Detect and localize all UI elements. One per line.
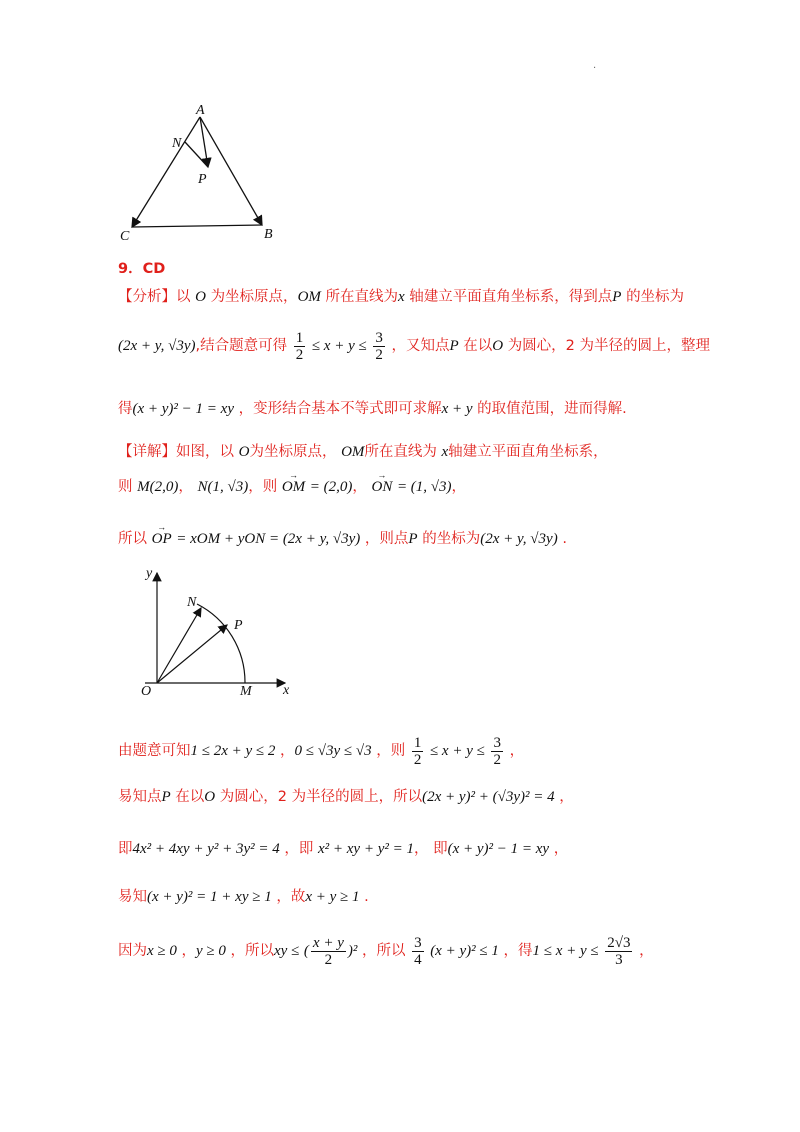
vector-op (157, 625, 227, 683)
label-m: M (240, 684, 252, 699)
axis-figure (135, 565, 305, 700)
detail-line-1: 【详解】如图，以 O为坐标原点， OM所在直线为 x轴建立平面直角坐标系， (118, 444, 608, 460)
label-n: N (172, 136, 182, 151)
analysis-line-2: (2x + y, √3y),结合题意可得 $\frac{1}{2}$ ≤ x + y ≤ $\frac{3}{2}$ ，又知点P 在以O 为圆心，2 为半径的圆上，整理 (118, 330, 711, 363)
step-3: 即4x² + 4xy + y² + 3y² = 4 ，即 x² + xy + y² = 1， 即(x + y)² − 1 = xy ， (118, 841, 569, 857)
label-y: y (146, 566, 153, 581)
label-c: C (120, 229, 130, 244)
label-p: P (234, 618, 243, 633)
edge-cb (132, 225, 262, 227)
label-a: A (196, 103, 205, 118)
step-2: 易知点P 在以O 为圆心，2 为半径的圆上，所以(2x + y)² + (√3y)² = 4 ， (118, 789, 574, 805)
label-o: O (141, 684, 152, 699)
vector-on (157, 608, 201, 683)
label-p: P (198, 172, 207, 187)
analysis-line-1: 【分析】以 O 为坐标原点，OM 所在直线为x 轴建立平面直角坐标系，得到点P 的坐标为 (118, 289, 685, 305)
detail-line-3: 所以 → OP = xOM + yON = (2x + y, √3y) ，则点P 的坐标为(2x + y, √3y) . (118, 527, 567, 548)
analysis-line-3: 得(x + y)² − 1 = xy ，变形结合基本不等式即可求解x + y 的取值范围，进而得解. (118, 401, 627, 417)
step-5: 因为x ≥ 0 ，y ≥ 0 ，所以xy ≤ ( $\frac{x + y}{2}$ )² ，所以 $\frac{3}{4}$ (x + y)² ≤ 1 ，得1 ≤ x + y ≤ $\frac{2√3}{3}$ ， (118, 935, 654, 968)
detail-line-2: 则 M(2,0)， N(1, √3)，则 → OM = (2,0)， → ON = (1, √3)， (118, 475, 466, 496)
label-x: x (283, 683, 290, 698)
label-n: N (187, 595, 197, 610)
step-4: 易知(x + y)² = 1 + xy ≥ 1 ，故x + y ≥ 1 . (118, 889, 369, 905)
edge-ab (200, 117, 262, 225)
label-b: B (264, 227, 273, 242)
header-mark: . (593, 60, 597, 71)
step-1: 由题意可知1 ≤ 2x + y ≤ 2 ，0 ≤ √3y ≤ √3 ，则 $\frac{1}{2}$ ≤ x + y ≤ $\frac{3}{2}$ ， (118, 735, 525, 768)
edge-ac (132, 117, 200, 227)
triangle-figure (110, 100, 300, 245)
question-number: 9．CD (118, 261, 166, 277)
